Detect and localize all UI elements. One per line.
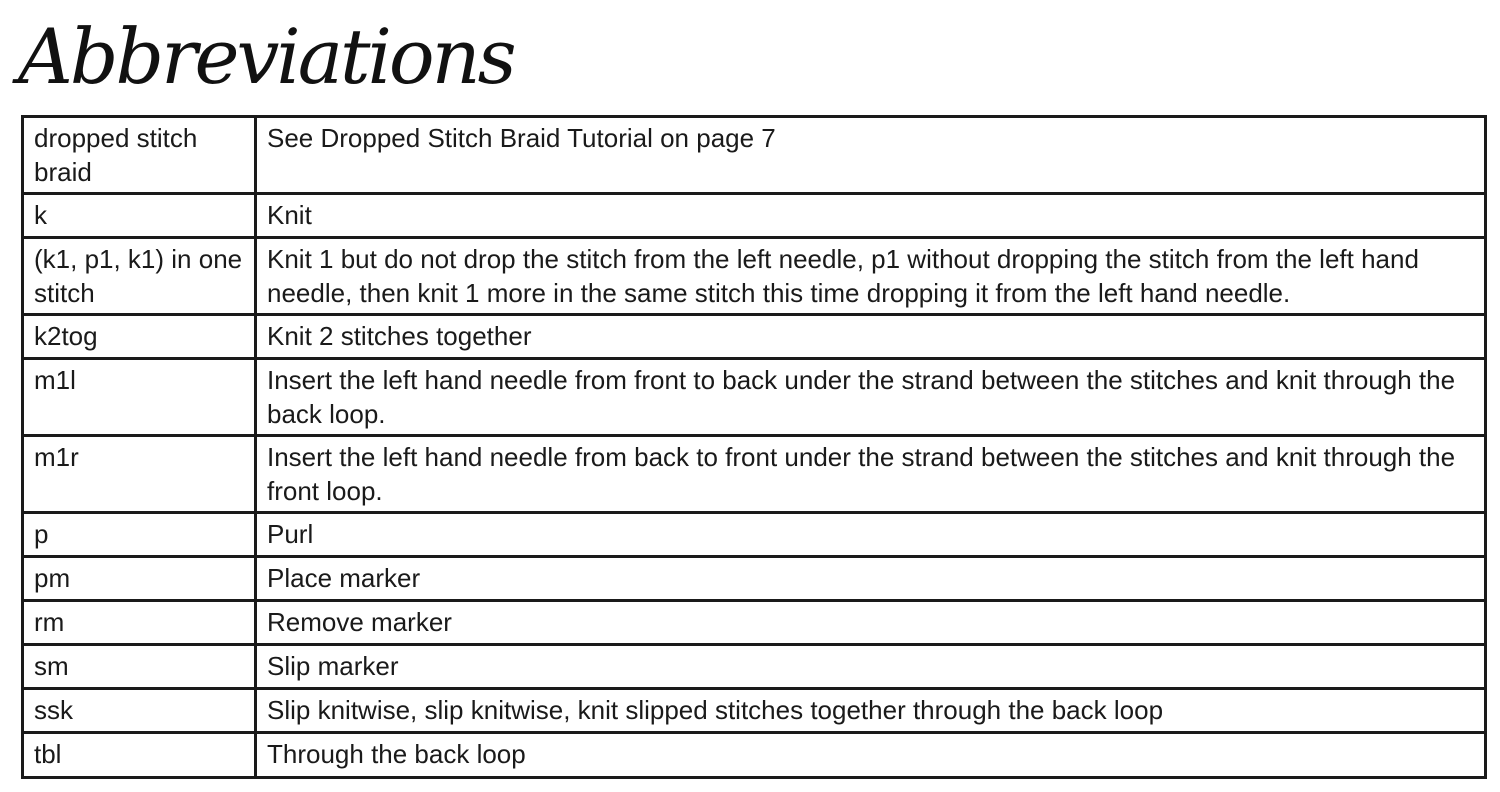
table-row xyxy=(23,117,1486,194)
abbreviation-definition: Knit 1 but do not drop the stitch from the left needle, p1 without dropping the stitch from the left hand needle, then knit 1 more in the same stitch this time dropping it from the left hand needle. xyxy=(256,238,1486,315)
abbreviation-term: pm xyxy=(23,557,256,601)
abbreviation-term: (k1, p1, k1) in one stitch xyxy=(23,238,256,315)
table-row xyxy=(23,194,1486,238)
page-title: Abbreviations xyxy=(18,12,514,101)
abbreviation-definition: Insert the left hand needle from back to front under the strand between the stitches and knit through the front loop. xyxy=(256,436,1486,513)
table-row xyxy=(23,689,1486,733)
table-row xyxy=(23,601,1486,645)
abbreviation-definition: See Dropped Stitch Braid Tutorial on page 7 xyxy=(256,117,1486,194)
table-row xyxy=(23,557,1486,601)
abbreviation-term: m1l xyxy=(23,359,256,436)
abbreviation-definition: Slip marker xyxy=(256,645,1486,689)
table-row xyxy=(23,238,1486,315)
table-row xyxy=(23,436,1486,513)
table-row xyxy=(23,359,1486,436)
abbreviation-term: m1r xyxy=(23,436,256,513)
abbreviation-term: sm xyxy=(23,645,256,689)
abbreviation-term: k xyxy=(23,194,256,238)
abbreviation-term: ssk xyxy=(23,689,256,733)
abbreviation-term: k2tog xyxy=(23,315,256,359)
table-row xyxy=(23,645,1486,689)
abbreviation-definition: Knit 2 stitches together xyxy=(256,315,1486,359)
abbreviation-definition: Knit xyxy=(256,194,1486,238)
table-row xyxy=(23,733,1486,778)
abbreviation-definition: Remove marker xyxy=(256,601,1486,645)
table-row xyxy=(23,513,1486,557)
abbreviation-definition: Slip knitwise, slip knitwise, knit slipped stitches together through the back loop xyxy=(256,689,1486,733)
abbreviation-definition: Insert the left hand needle from front to back under the strand between the stitches and knit through the back loop. xyxy=(256,359,1486,436)
abbreviation-definition: Through the back loop xyxy=(256,733,1486,778)
abbreviations-table xyxy=(21,115,1487,779)
abbreviation-definition: Place marker xyxy=(256,557,1486,601)
abbreviation-term: p xyxy=(23,513,256,557)
table-row xyxy=(23,315,1486,359)
abbreviation-definition: Purl xyxy=(256,513,1486,557)
abbreviation-term: tbl xyxy=(23,733,256,778)
abbreviation-term: dropped stitch braid xyxy=(23,117,256,194)
abbreviation-term: rm xyxy=(23,601,256,645)
